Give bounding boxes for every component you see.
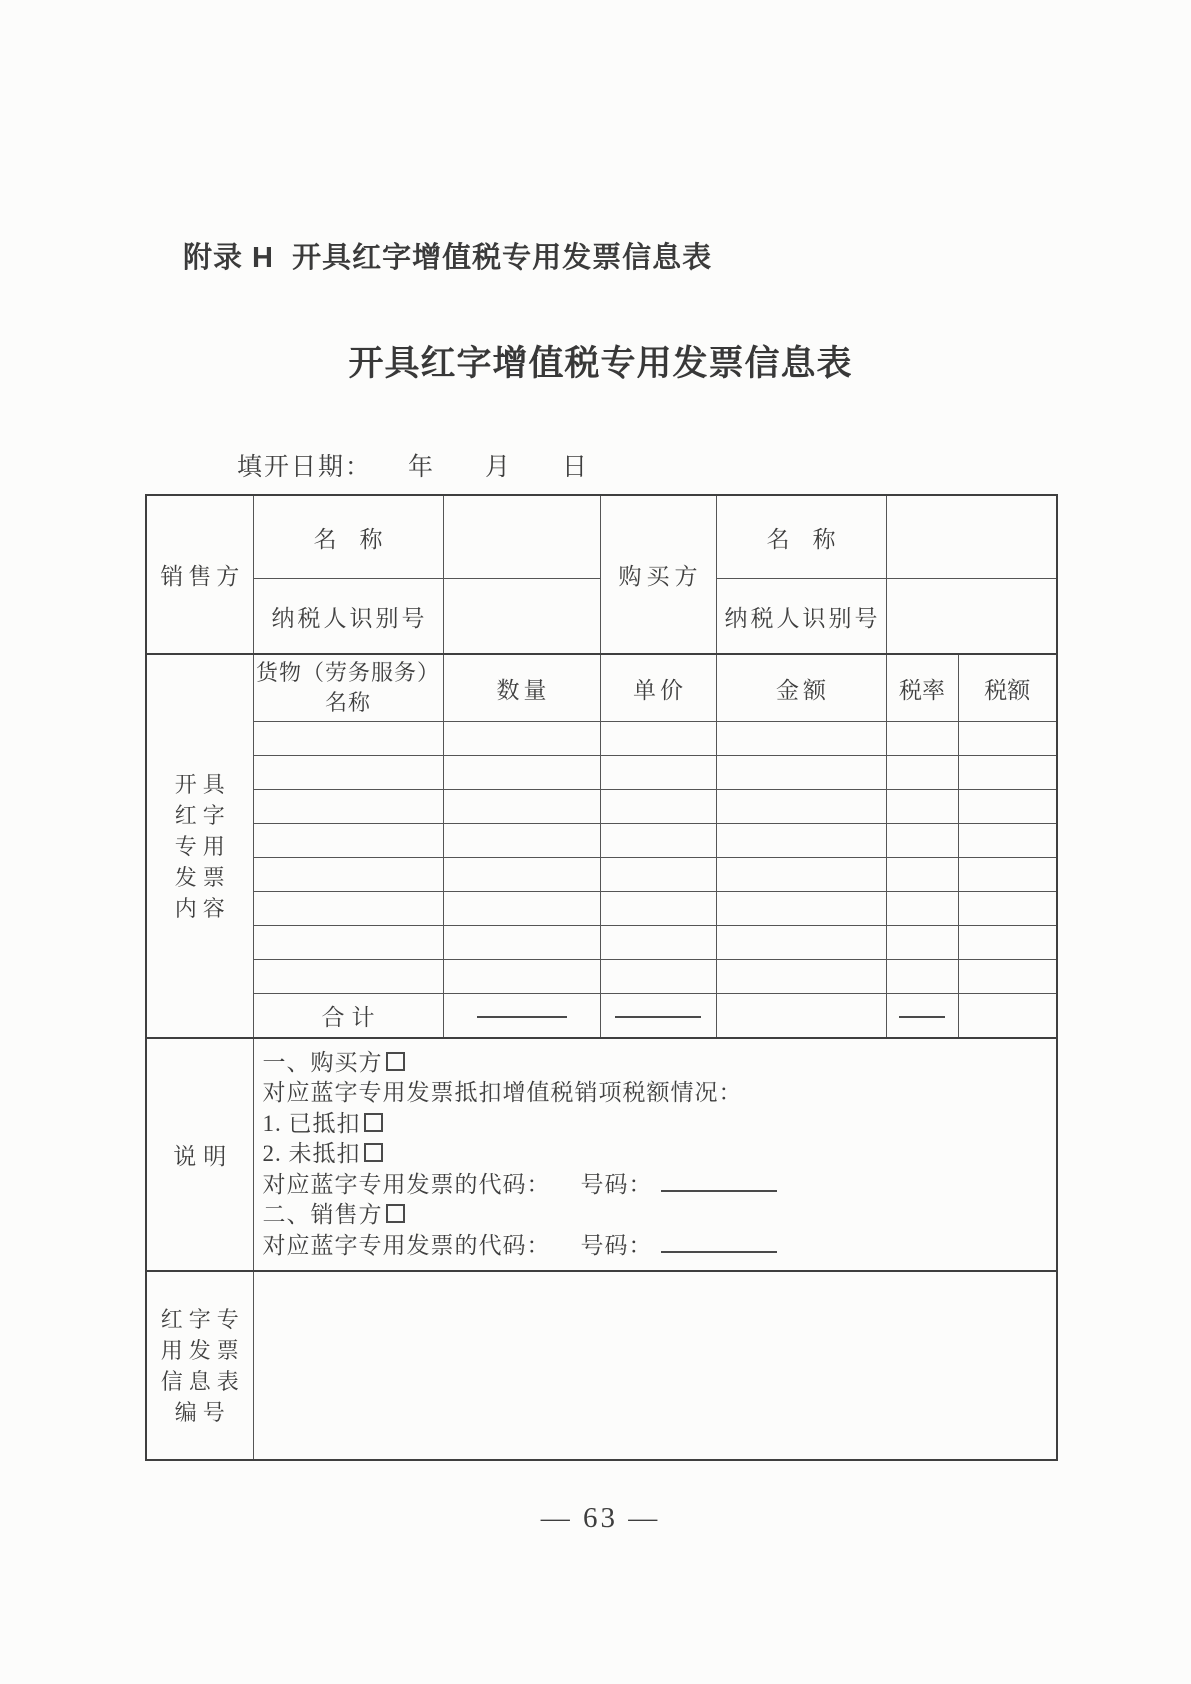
invoice-item-cell: [253, 858, 443, 892]
invoice-item-cell: [443, 960, 600, 994]
fill-date-label: 填开日期：: [237, 454, 373, 481]
seller-buyer-name-row: [146, 495, 1057, 579]
fill-date-day: 日: [562, 454, 590, 481]
buyer-taxid-label: 纳税人识别号: [716, 579, 886, 655]
total-quantity-cell: [443, 994, 600, 1039]
ref-number-value-cell: [253, 1271, 1057, 1460]
invoice-item-row: [146, 824, 1057, 858]
column-header-tax-amount: 税额: [958, 654, 1057, 722]
ref-number-section-label: 红字专 用发票 信息表 编号: [146, 1271, 253, 1460]
invoice-item-row: [146, 756, 1057, 790]
invoice-item-cell: [886, 790, 958, 824]
red-letter-invoice-form-table: [145, 494, 1058, 1461]
invoice-item-cell: [716, 790, 886, 824]
invoice-item-cell: [443, 858, 600, 892]
remark-line-buyer: 一、购买方: [263, 1048, 1047, 1079]
invoice-content-section-label: 开具 红字 专用 发票 内容: [146, 654, 253, 1038]
invoice-item-cell: [958, 824, 1057, 858]
invoice-item-cell: [253, 722, 443, 756]
remark-line-buyer-invoice-code: 对应蓝字专用发票的代码： 号码：: [263, 1170, 1047, 1201]
page-number: — 63 —: [540, 1502, 661, 1534]
invoice-item-row: [146, 790, 1057, 824]
checkbox-icon: [386, 1204, 405, 1223]
total-amount-cell: [716, 994, 886, 1039]
column-header-quantity: 数量: [443, 654, 600, 722]
invoice-item-cell: [886, 892, 958, 926]
invoice-item-cell: [716, 824, 886, 858]
column-header-goods-name: 货物（劳务服务） 名称: [253, 654, 443, 722]
invoice-item-cell: [958, 858, 1057, 892]
invoice-item-cell: [886, 858, 958, 892]
invoice-item-cell: [716, 858, 886, 892]
total-tax-rate-cell: [886, 994, 958, 1039]
invoice-item-cell: [600, 722, 716, 756]
invoice-item-cell: [253, 824, 443, 858]
remarks-row: [146, 1038, 1057, 1271]
buyer-section-label: 购买方: [600, 495, 716, 654]
remark-line-deducted: 1. 已抵扣: [263, 1109, 1047, 1140]
buyer-taxid-value-cell: [886, 579, 1057, 655]
invoice-item-cell: [443, 756, 600, 790]
invoice-item-cell: [958, 756, 1057, 790]
dash-placeholder: [899, 1016, 945, 1018]
invoice-item-row: [146, 892, 1057, 926]
invoice-item-cell: [443, 824, 600, 858]
invoice-item-cell: [716, 756, 886, 790]
invoice-item-cell: [886, 824, 958, 858]
invoice-item-cell: [958, 926, 1057, 960]
total-row: [146, 994, 1057, 1039]
column-header-tax-rate: 税率: [886, 654, 958, 722]
invoice-item-cell: [600, 892, 716, 926]
seller-name-value-cell: [443, 495, 600, 579]
document-title: 开具红字增值税专用发票信息表: [348, 344, 853, 383]
dash-placeholder: [615, 1016, 701, 1018]
invoice-item-cell: [253, 756, 443, 790]
fill-date-line: [237, 447, 589, 483]
invoice-item-cell: [600, 858, 716, 892]
seller-taxid-label: 纳税人识别号: [253, 579, 443, 655]
ref-number-row: [146, 1271, 1057, 1460]
invoice-item-cell: [600, 960, 716, 994]
buyer-name-label: 名 称: [716, 495, 886, 579]
invoice-item-row: [146, 926, 1057, 960]
invoice-item-cell: [443, 926, 600, 960]
invoice-item-cell: [958, 960, 1057, 994]
invoice-item-cell: [886, 756, 958, 790]
checkbox-icon: [364, 1143, 383, 1162]
checkbox-icon: [386, 1052, 405, 1071]
invoice-item-row: [146, 722, 1057, 756]
fill-date-year: 年: [408, 454, 436, 481]
invoice-item-cell: [600, 790, 716, 824]
total-label: 合计: [253, 994, 443, 1039]
total-unit-price-cell: [600, 994, 716, 1039]
invoice-item-cell: [600, 756, 716, 790]
invoice-item-cell: [716, 926, 886, 960]
invoice-item-cell: [443, 722, 600, 756]
invoice-item-cell: [886, 960, 958, 994]
blank-underline: [661, 1175, 777, 1192]
invoice-item-cell: [716, 722, 886, 756]
appendix-heading: 附录 H 开具红字增值税专用发票信息表: [183, 242, 713, 274]
invoice-item-row: [146, 960, 1057, 994]
remarks-section-label: 说明: [146, 1038, 253, 1271]
invoice-item-cell: [886, 926, 958, 960]
checkbox-icon: [364, 1113, 383, 1132]
invoice-item-cell: [958, 892, 1057, 926]
seller-section-label: 销售方: [146, 495, 253, 654]
buyer-name-value-cell: [886, 495, 1057, 579]
invoice-content-header-row: [146, 654, 1057, 722]
invoice-item-cell: [600, 824, 716, 858]
remark-line-not-deducted: 2. 未抵扣: [263, 1139, 1047, 1170]
invoice-item-cell: [253, 790, 443, 824]
dash-placeholder: [477, 1016, 567, 1018]
invoice-item-cell: [253, 892, 443, 926]
remark-line-deduction-status: 对应蓝字专用发票抵扣增值税销项税额情况：: [262, 1080, 743, 1106]
column-header-unit-price: 单价: [600, 654, 716, 722]
total-tax-amount-cell: [958, 994, 1057, 1039]
invoice-item-cell: [443, 892, 600, 926]
invoice-item-cell: [443, 790, 600, 824]
invoice-item-cell: [958, 722, 1057, 756]
seller-name-label: 名 称: [253, 495, 443, 579]
invoice-item-cell: [253, 926, 443, 960]
fill-date-month: 月: [485, 454, 513, 481]
invoice-item-cell: [716, 960, 886, 994]
invoice-item-cell: [716, 892, 886, 926]
remarks-content-cell: [253, 1038, 1057, 1271]
invoice-item-cell: [958, 790, 1057, 824]
invoice-item-cell: [886, 722, 958, 756]
seller-taxid-value-cell: [443, 579, 600, 655]
column-header-amount: 金额: [716, 654, 886, 722]
remark-line-seller-invoice-code: 对应蓝字专用发票的代码： 号码：: [263, 1231, 1047, 1262]
invoice-item-cell: [253, 960, 443, 994]
invoice-item-row: [146, 858, 1057, 892]
remark-line-seller: 二、销售方: [263, 1200, 1047, 1231]
blank-underline: [661, 1236, 777, 1253]
invoice-item-cell: [600, 926, 716, 960]
